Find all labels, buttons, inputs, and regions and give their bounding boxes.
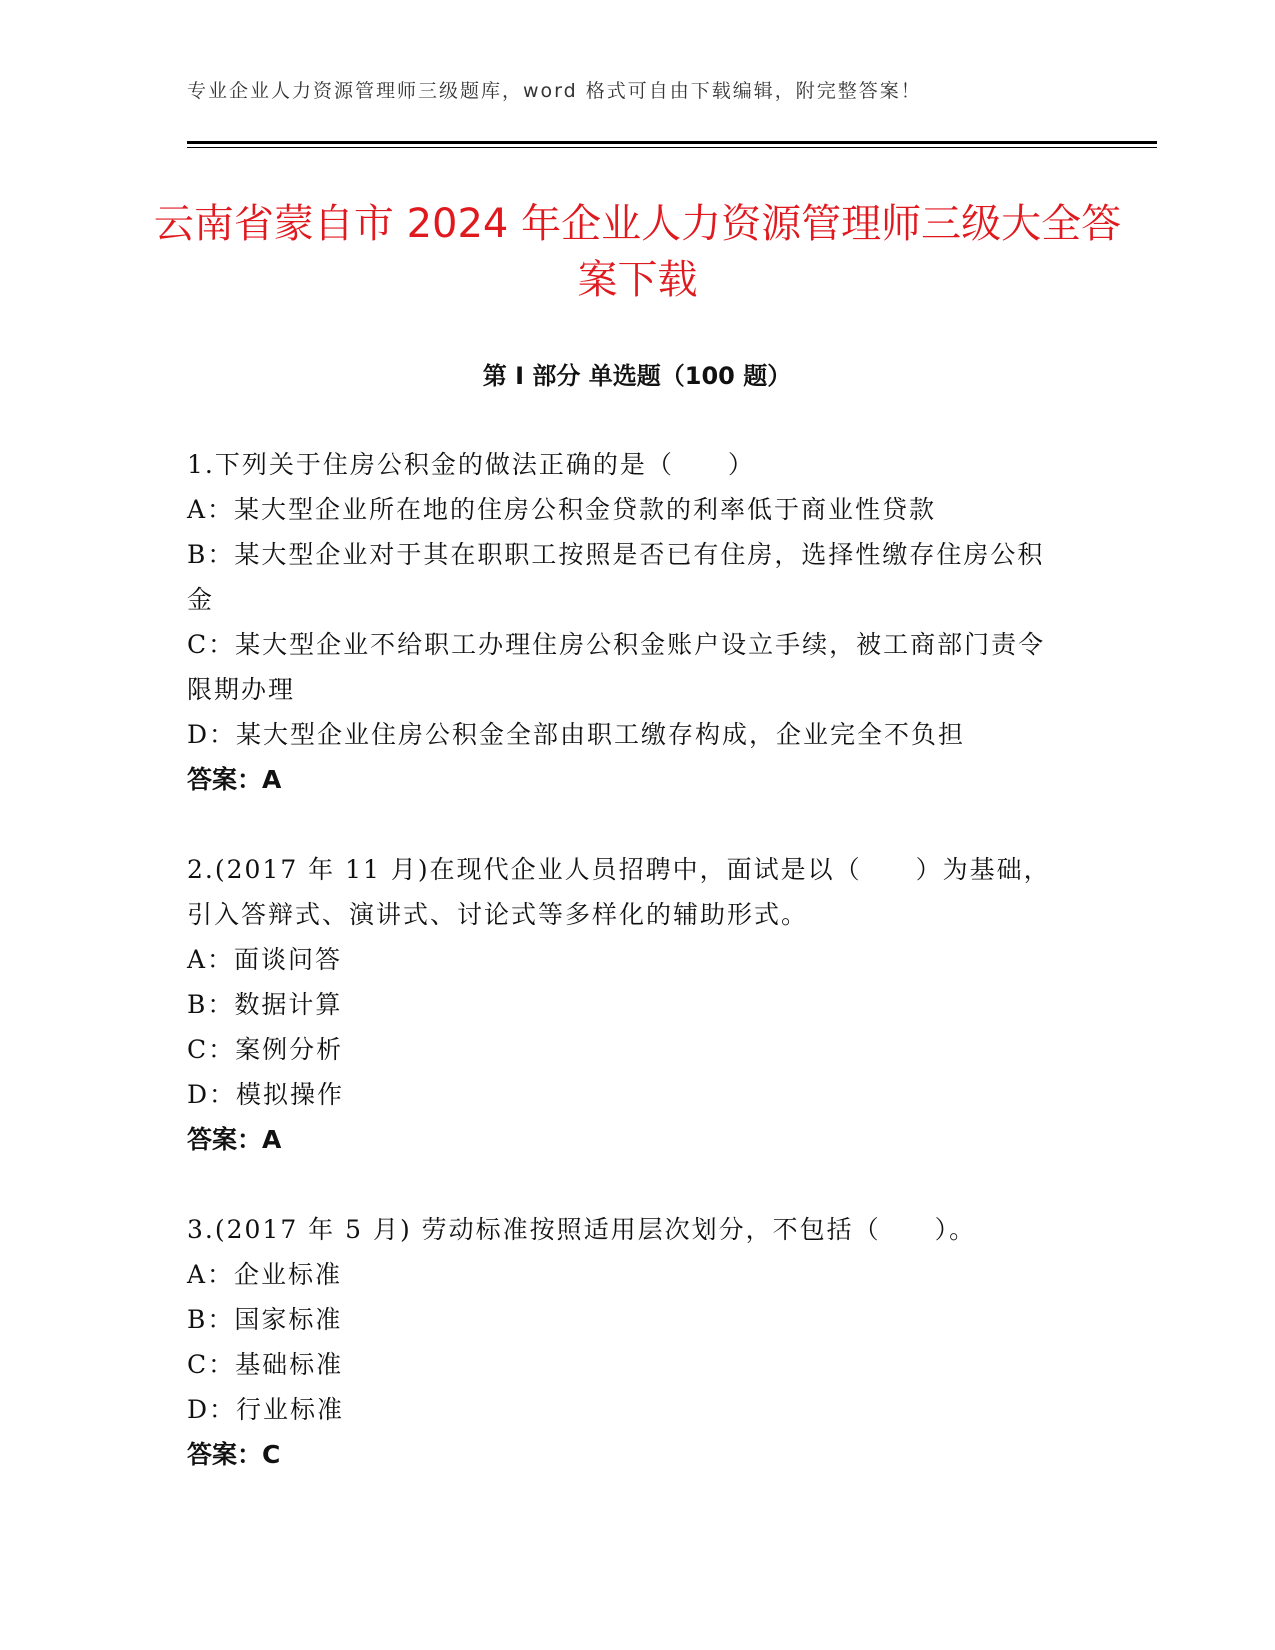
option-d: D：模拟操作 [187, 1080, 345, 1109]
answer-line: 答案：C [187, 1440, 281, 1469]
option-b: B：某大型企业对于其在职职工按照是否已有住房，选择性缴存住房公积金 [187, 540, 1045, 614]
page-header-text: 专业企业人力资源管理师三级题库，word 格式可自由下载编辑，附完整答案！ [187, 80, 922, 102]
answer-line: 答案：A [187, 765, 282, 794]
header-rule-thin [187, 147, 1157, 148]
question-2 [187, 847, 1067, 1162]
option-a: A：某大型企业所在地的住房公积金贷款的利率低于商业性贷款 [187, 495, 937, 524]
option-d: D：行业标准 [187, 1395, 345, 1424]
option-b: B：数据计算 [187, 990, 343, 1019]
answer-line: 答案：A [187, 1125, 282, 1154]
option-a: A：企业标准 [187, 1260, 343, 1289]
question-list [187, 442, 1067, 1522]
option-d: D：某大型企业住房公积金全部由职工缴存构成，企业完全不负担 [187, 720, 966, 749]
question-1 [187, 442, 1067, 802]
question-stem: 3.(2017 年 5 月) 劳动标准按照适用层次划分，不包括（ ）。 [187, 1215, 977, 1244]
question-stem: 1.下列关于住房公积金的做法正确的是（ ） [187, 450, 755, 479]
header-rule-thick [187, 141, 1157, 144]
option-c: C：基础标准 [187, 1350, 344, 1379]
section-title: 第 I 部分 单选题（100 题） [482, 362, 792, 390]
option-c: C：某大型企业不给职工办理住房公积金账户设立手续，被工商部门责令限期办理 [187, 630, 1046, 704]
question-stem: 2.(2017 年 11 月)在现代企业人员招聘中，面试是以（ ）为基础，引入答辩式、演讲式、讨论式等多样化的辅助形式。 [187, 855, 1051, 929]
option-c: C：案例分析 [187, 1035, 344, 1064]
option-b: B：国家标准 [187, 1305, 343, 1334]
question-3 [187, 1207, 1067, 1477]
document-title: 云南省蒙自市 2024 年企业人力资源管理师三级大全答案下载 [153, 201, 1122, 303]
option-a: A：面谈问答 [187, 945, 343, 974]
